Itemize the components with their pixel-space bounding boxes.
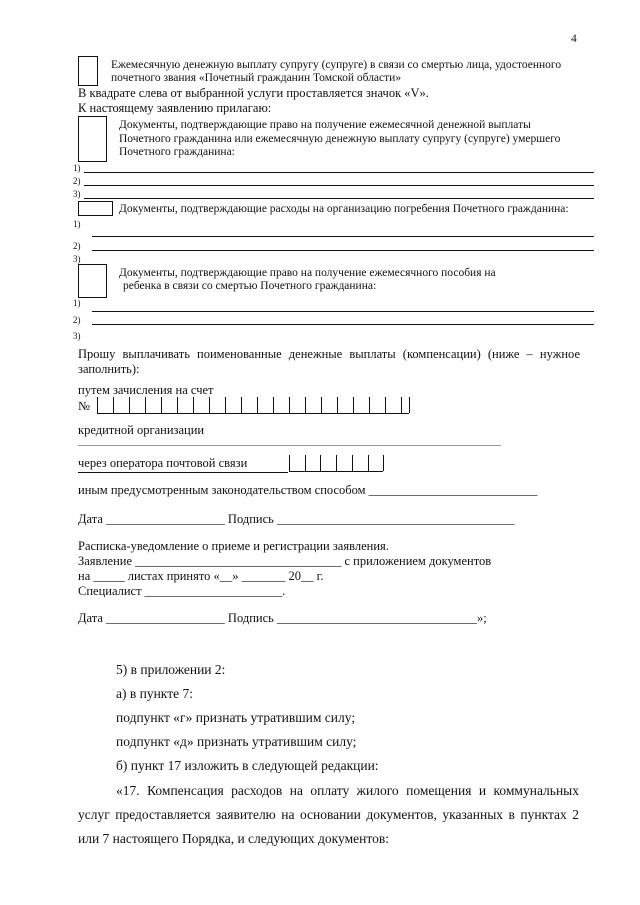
amendment-p5: б) пункт 17 изложить в следующей редакции:: [116, 758, 379, 773]
checkbox-note: В квадрате слева от выбранной услуги проставляется значок «V».: [78, 86, 429, 100]
doc-group-2-field-1[interactable]: [92, 236, 594, 237]
doc-group-1-field-3[interactable]: [84, 198, 594, 199]
amendment-p1: 5) в приложении 2:: [116, 662, 226, 677]
receipt-title: Расписка-уведомление о приеме и регистрации заявления.: [78, 539, 389, 553]
account-label: путем зачисления на счет: [78, 383, 214, 397]
service-spouse-line2: почетного звания «Почетный гражданин Томской области»: [111, 72, 402, 84]
amendment-p2: а) в пункте 7:: [116, 686, 193, 701]
doc-group-3-item-1: 1): [73, 298, 81, 308]
doc-group-1-line3: Почетного гражданина:: [119, 146, 235, 158]
date-signature-line-1[interactable]: Дата ___________________ Подпись ______________________________________: [78, 512, 515, 526]
number-sign: №: [78, 399, 90, 413]
doc-group-2-item-3: 3): [73, 254, 81, 264]
credit-org-label: кредитной организации: [78, 423, 205, 437]
service-spouse-line1: Ежемесячную денежную выплату супругу (супруге) в связи со смертью лица, удостоенного: [111, 59, 562, 71]
page-number: 4: [571, 33, 577, 45]
amendment-p6-line2: услуг предоставляется заявителю на основании документов, указанных в пунктах 2: [78, 807, 579, 822]
doc-group-1-field-2[interactable]: [84, 185, 594, 186]
doc-group-3-field-2[interactable]: [92, 324, 594, 325]
receipt-line-1[interactable]: Заявление _________________________________ с приложением документов: [78, 554, 492, 568]
doc-group-1-item-1: 1): [73, 163, 81, 173]
receipt-line-2[interactable]: на _____ листах принято «__» _______ 20__ г.: [78, 569, 324, 583]
checkbox-spouse-payment[interactable]: [78, 56, 98, 86]
doc-group-3-line1: Документы, подтверждающие право на получение ежемесячного пособия на: [119, 267, 496, 279]
doc-group-3-item-2: 2): [73, 315, 81, 325]
receipt-line-3[interactable]: Специалист ______________________.: [78, 584, 286, 598]
attach-intro: К настоящему заявлению прилагаю:: [78, 101, 272, 115]
doc-group-2-item-1: 1): [73, 219, 81, 229]
amendment-p4: подпункт «д» признать утратившим силу;: [116, 734, 357, 749]
doc-group-2-line1: Документы, подтверждающие расходы на организацию погребения Почетного гражданина:: [119, 203, 569, 215]
doc-group-1-line1: Документы, подтверждающие право на получение ежемесячной денежной выплаты: [119, 119, 531, 131]
date-signature-line-2[interactable]: Дата ___________________ Подпись ________________________________»;: [78, 611, 487, 625]
account-number-cells[interactable]: [97, 397, 409, 413]
doc-group-2-item-2: 2): [73, 241, 81, 251]
doc-group-3-field-1[interactable]: [92, 311, 594, 312]
doc-group-1-line2: Почетного гражданина или ежемесячную денежную выплату супругу (супруге) умершего: [119, 133, 561, 145]
credit-org-field[interactable]: [78, 445, 501, 446]
post-label: через оператора почтовой связи: [78, 456, 248, 470]
payment-request-line1: Прошу выплачивать поименованные денежные выплаты (компенсации) (ниже – нужное: [78, 347, 580, 361]
checkbox-doc-group-3[interactable]: [78, 264, 107, 298]
checkbox-doc-group-1[interactable]: [78, 116, 107, 162]
amendment-p3: подпункт «г» признать утратившим силу;: [116, 710, 356, 725]
other-method-line[interactable]: иным предусмотренным законодательством способом ___________________________: [78, 483, 538, 497]
doc-group-1-field-1[interactable]: [84, 172, 594, 173]
doc-group-3-line2: ребенка в связи со смертью Почетного гражданина:: [123, 280, 377, 292]
doc-group-1-item-3: 3): [73, 189, 81, 199]
doc-group-1-item-2: 2): [73, 176, 81, 186]
amendment-p6-line3: или 7 настоящего Порядка, и следующих документов:: [78, 831, 389, 846]
payment-request-line2: заполнить):: [78, 362, 140, 376]
checkbox-doc-group-2[interactable]: [78, 201, 113, 216]
doc-group-2-field-2[interactable]: [92, 250, 594, 251]
amendment-p6-line1: «17. Компенсация расходов на оплату жилого помещения и коммунальных: [116, 783, 579, 798]
doc-group-3-item-3: 3): [73, 331, 81, 341]
post-index-cells[interactable]: [289, 455, 384, 471]
post-label-underline: [78, 472, 288, 473]
